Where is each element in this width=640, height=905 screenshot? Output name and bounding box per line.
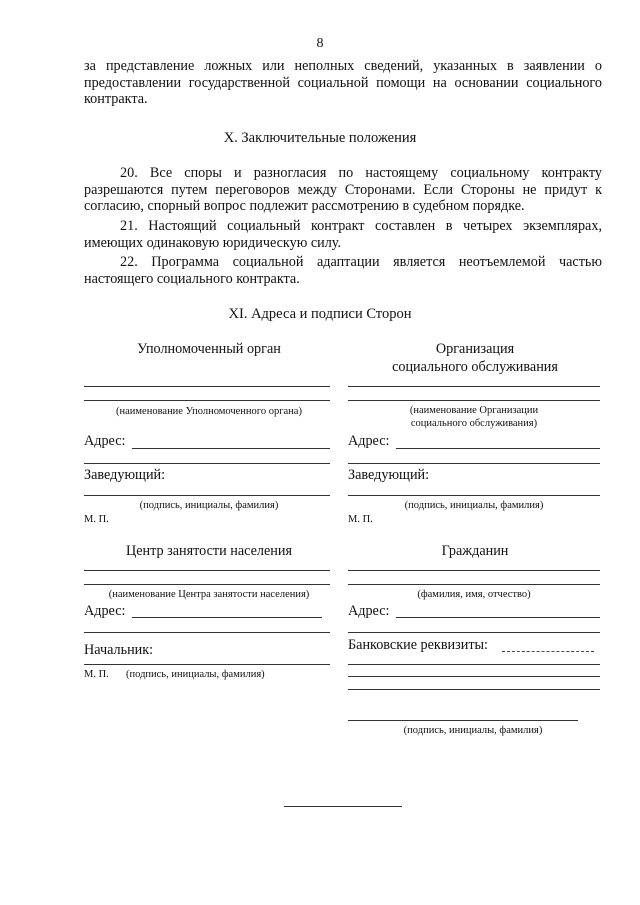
social-org-address-line-2 <box>348 463 600 464</box>
intro-paragraph: за представление ложных или неполных сведений, указанных в заявлении о предоставлении государственной социальной помощи на основании социального контракта. <box>84 58 602 107</box>
social-org-stamp: М. П. <box>348 514 373 525</box>
citizen-bank-label: Банковские реквизиты: <box>348 637 488 653</box>
section-10-heading: X. Заключительные положения <box>223 130 417 146</box>
authorized-body-name-line <box>84 386 330 387</box>
employment-center-address-line-2 <box>84 632 330 633</box>
citizen-address-line-2 <box>348 632 600 633</box>
employment-center-name-caption: (наименование Центра занятости населения) <box>108 589 310 600</box>
authorized-body-stamp: М. П. <box>84 514 109 525</box>
citizen-bank-line-2 <box>348 664 600 665</box>
citizen-signature-caption: (подпись, инициалы, фамилия) <box>403 725 543 736</box>
employment-center-name-line-2 <box>84 584 330 585</box>
authorized-body-signature-caption: (подпись, инициалы, фамилия) <box>139 500 279 511</box>
social-org-address-label: Адрес: <box>348 433 390 449</box>
footer-separator <box>284 806 402 807</box>
citizen-name-line-2 <box>348 584 600 585</box>
authorized-body-address-line <box>132 448 330 449</box>
citizen-name-caption: (фамилия, имя, отчество) <box>417 589 531 600</box>
social-org-title-line2: социального обслуживания <box>392 359 558 375</box>
clause-22: 22. Программа социальной адаптации является неотъемлемой частью настоящего социального контракта. <box>84 254 602 287</box>
social-org-name-line-2 <box>348 400 600 401</box>
citizen-bank-line <box>502 651 594 652</box>
social-org-head-label: Заведующий: <box>348 467 430 483</box>
employment-center-address-line <box>132 617 322 618</box>
citizen-bank-line-4 <box>348 689 600 690</box>
clause-20: 20. Все споры и разногласия по настоящему социальному контракту разрешаются путем переговоров между Сторонами. Если Стороны не придут к согласию, спорный вопрос подлежит рассмотрению в судебном порядке. <box>84 165 602 214</box>
authorized-body-name-line-2 <box>84 400 330 401</box>
citizen-title: Гражданин <box>441 543 509 559</box>
authorized-body-title: Уполномоченный орган <box>137 341 281 357</box>
authorized-body-signature-line <box>84 495 330 496</box>
citizen-bank-line-3 <box>348 676 600 677</box>
authorized-body-head-label: Заведующий: <box>84 467 166 483</box>
citizen-signature-line <box>348 720 578 721</box>
social-org-name-caption-line2: социального обслуживания) <box>410 418 538 429</box>
citizen-address-label: Адрес: <box>348 603 390 619</box>
social-org-signature-line <box>348 495 600 496</box>
social-org-name-caption-line1: (наименование Организации <box>409 405 539 416</box>
authorized-body-address-line-2 <box>84 463 330 464</box>
social-org-title-line1: Организация <box>435 341 515 357</box>
social-org-name-line <box>348 386 600 387</box>
authorized-body-address-label: Адрес: <box>84 433 126 449</box>
citizen-name-line <box>348 570 600 571</box>
social-org-signature-caption: (подпись, инициалы, фамилия) <box>404 500 544 511</box>
authorized-body-name-caption: (наименование Уполномоченного органа) <box>116 406 302 417</box>
employment-center-signature-caption: (подпись, инициалы, фамилия) <box>126 669 265 680</box>
page-number: 8 <box>316 36 324 51</box>
employment-center-stamp: М. П. <box>84 669 109 680</box>
employment-center-signature-line <box>84 664 330 665</box>
citizen-address-line <box>396 617 600 618</box>
social-org-address-line <box>396 448 600 449</box>
employment-center-head-label: Начальник: <box>84 642 154 658</box>
section-11-heading: XI. Адреса и подписи Сторон <box>228 306 412 322</box>
employment-center-name-line <box>84 570 330 571</box>
employment-center-address-label: Адрес: <box>84 603 126 619</box>
employment-center-title: Центр занятости населения <box>125 543 292 559</box>
clause-21: 21. Настоящий социальный контракт составлен в четырех экземплярах, имеющих одинаковую юридическую силу. <box>84 218 602 251</box>
